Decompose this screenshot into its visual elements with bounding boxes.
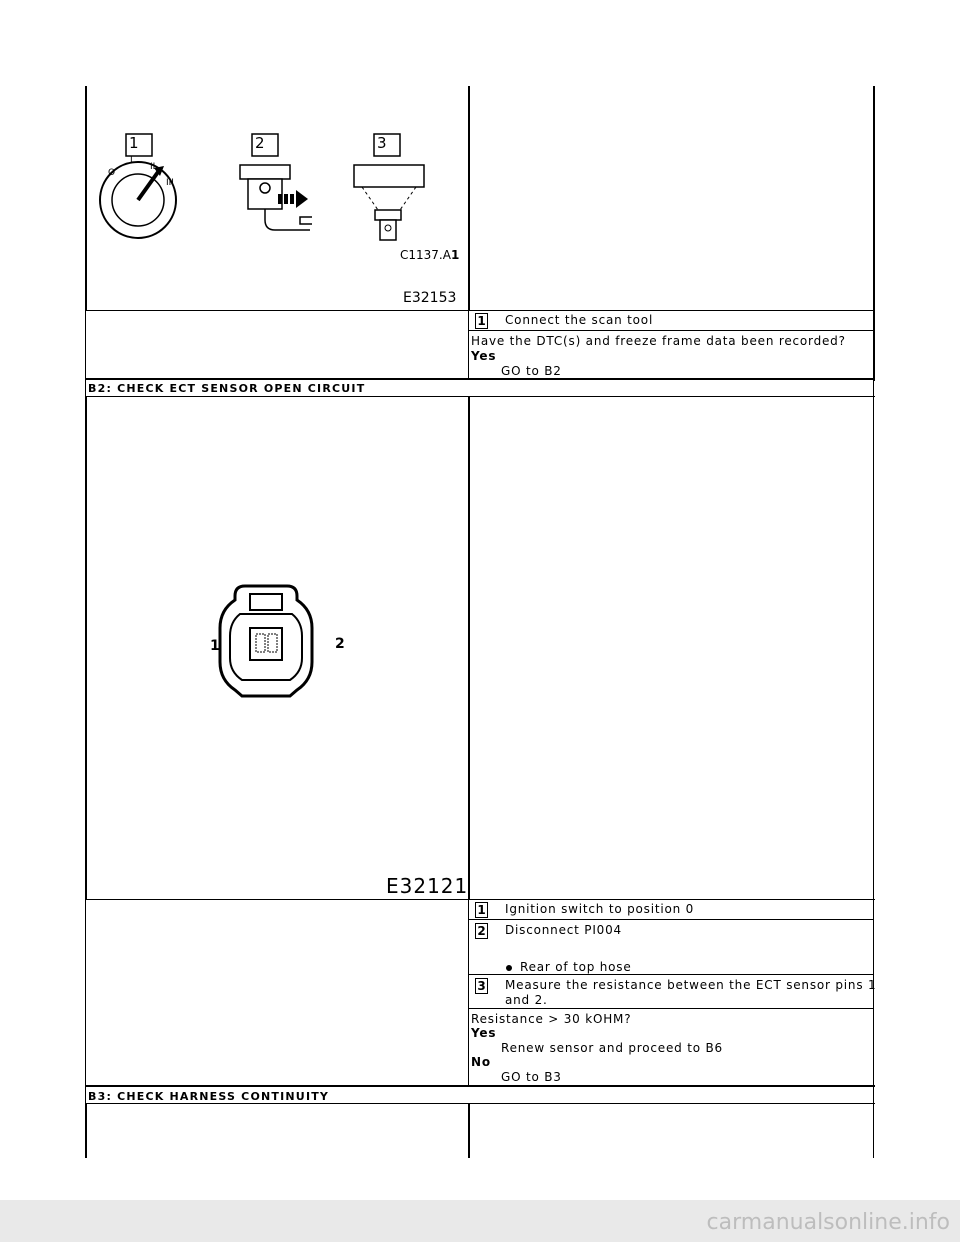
table-border-left-5 xyxy=(85,899,86,1086)
watermark-text: carmanualsonline.info xyxy=(706,1210,950,1235)
step-number: 3 xyxy=(475,978,488,994)
row-line xyxy=(85,1085,875,1087)
question-text: Resistance > 30 kOHM? xyxy=(471,1012,632,1026)
step-number: 1 xyxy=(475,313,488,329)
table-border-left-2 xyxy=(85,310,86,380)
step-text: Disconnect PI004 xyxy=(505,923,622,937)
ignition-pos-2: II xyxy=(150,162,156,172)
row-line xyxy=(469,330,874,331)
bullet-item: Rear of top hose xyxy=(506,960,632,974)
callout-2: 2 xyxy=(255,134,265,152)
figure-scan-tool-connection xyxy=(90,120,462,306)
step-text: Ignition switch to position 0 xyxy=(505,902,695,916)
row-line xyxy=(85,899,875,900)
scan-tool-icon xyxy=(354,165,424,187)
table-divider-7 xyxy=(468,1103,470,1158)
table-divider-4 xyxy=(468,396,470,899)
step-text-line2: and 2. xyxy=(505,993,548,1007)
table-divider-5 xyxy=(468,899,469,1086)
table-border-right-3 xyxy=(873,378,874,398)
figure-code: E32153 xyxy=(403,290,457,306)
table-border-right-1 xyxy=(873,86,875,381)
yes-action: GO to B2 xyxy=(501,364,562,378)
figure-subcode: C1137.A1 xyxy=(400,248,460,262)
row-line xyxy=(85,310,875,311)
footer-bar xyxy=(0,1200,960,1242)
bullet-icon xyxy=(506,965,512,971)
step-text-line1: Measure the resistance between the ECT sensor pins 1 xyxy=(505,978,877,992)
row-line xyxy=(469,974,874,975)
table-border-left-3 xyxy=(85,378,86,398)
yes-label: Yes xyxy=(471,349,497,363)
step-number: 2 xyxy=(475,923,488,939)
table-border-left-7 xyxy=(85,1103,87,1158)
section-header-b3: B3: CHECK HARNESS CONTINUITY xyxy=(88,1090,330,1103)
pin-label-2: 2 xyxy=(335,636,345,652)
ignition-pos-0: O xyxy=(108,168,116,178)
connector-drawing xyxy=(90,400,469,898)
ignition-pos-1: I xyxy=(130,156,133,166)
no-label: No xyxy=(471,1055,491,1069)
callout-1: 1 xyxy=(129,134,139,152)
yes-label: Yes xyxy=(471,1026,497,1040)
no-action: GO to B3 xyxy=(501,1070,562,1084)
scan-tool-plug-icon xyxy=(240,165,290,179)
row-line xyxy=(469,1008,874,1009)
connect-arrow-icon xyxy=(296,190,308,208)
row-line xyxy=(469,919,874,920)
yes-action: Renew sensor and proceed to B6 xyxy=(501,1041,723,1055)
row-line xyxy=(85,378,875,380)
table-divider-2 xyxy=(468,310,469,380)
step-text: Connect the scan tool xyxy=(505,313,654,327)
ignition-pos-3: III xyxy=(166,178,174,188)
row-line xyxy=(85,396,875,397)
table-border-right-7 xyxy=(873,1103,874,1158)
table-border-left-6 xyxy=(85,1085,86,1105)
table-border-left-1 xyxy=(85,86,87,311)
pin-label-1: 1 xyxy=(210,638,220,654)
table-border-right-6 xyxy=(873,1085,874,1105)
question-text: Have the DTC(s) and freeze frame data been recorded? xyxy=(471,334,846,348)
figure-scan-tool-drawing xyxy=(90,120,462,306)
figure-code: E32121 xyxy=(386,874,469,898)
step-number: 1 xyxy=(475,902,488,918)
row-line xyxy=(85,1103,875,1104)
callout-3: 3 xyxy=(377,134,387,152)
table-divider-1 xyxy=(468,86,470,311)
figure-ect-sensor-connector xyxy=(90,400,469,898)
section-header-b2: B2: CHECK ECT SENSOR OPEN CIRCUIT xyxy=(88,382,366,395)
table-border-left-4 xyxy=(85,396,87,899)
